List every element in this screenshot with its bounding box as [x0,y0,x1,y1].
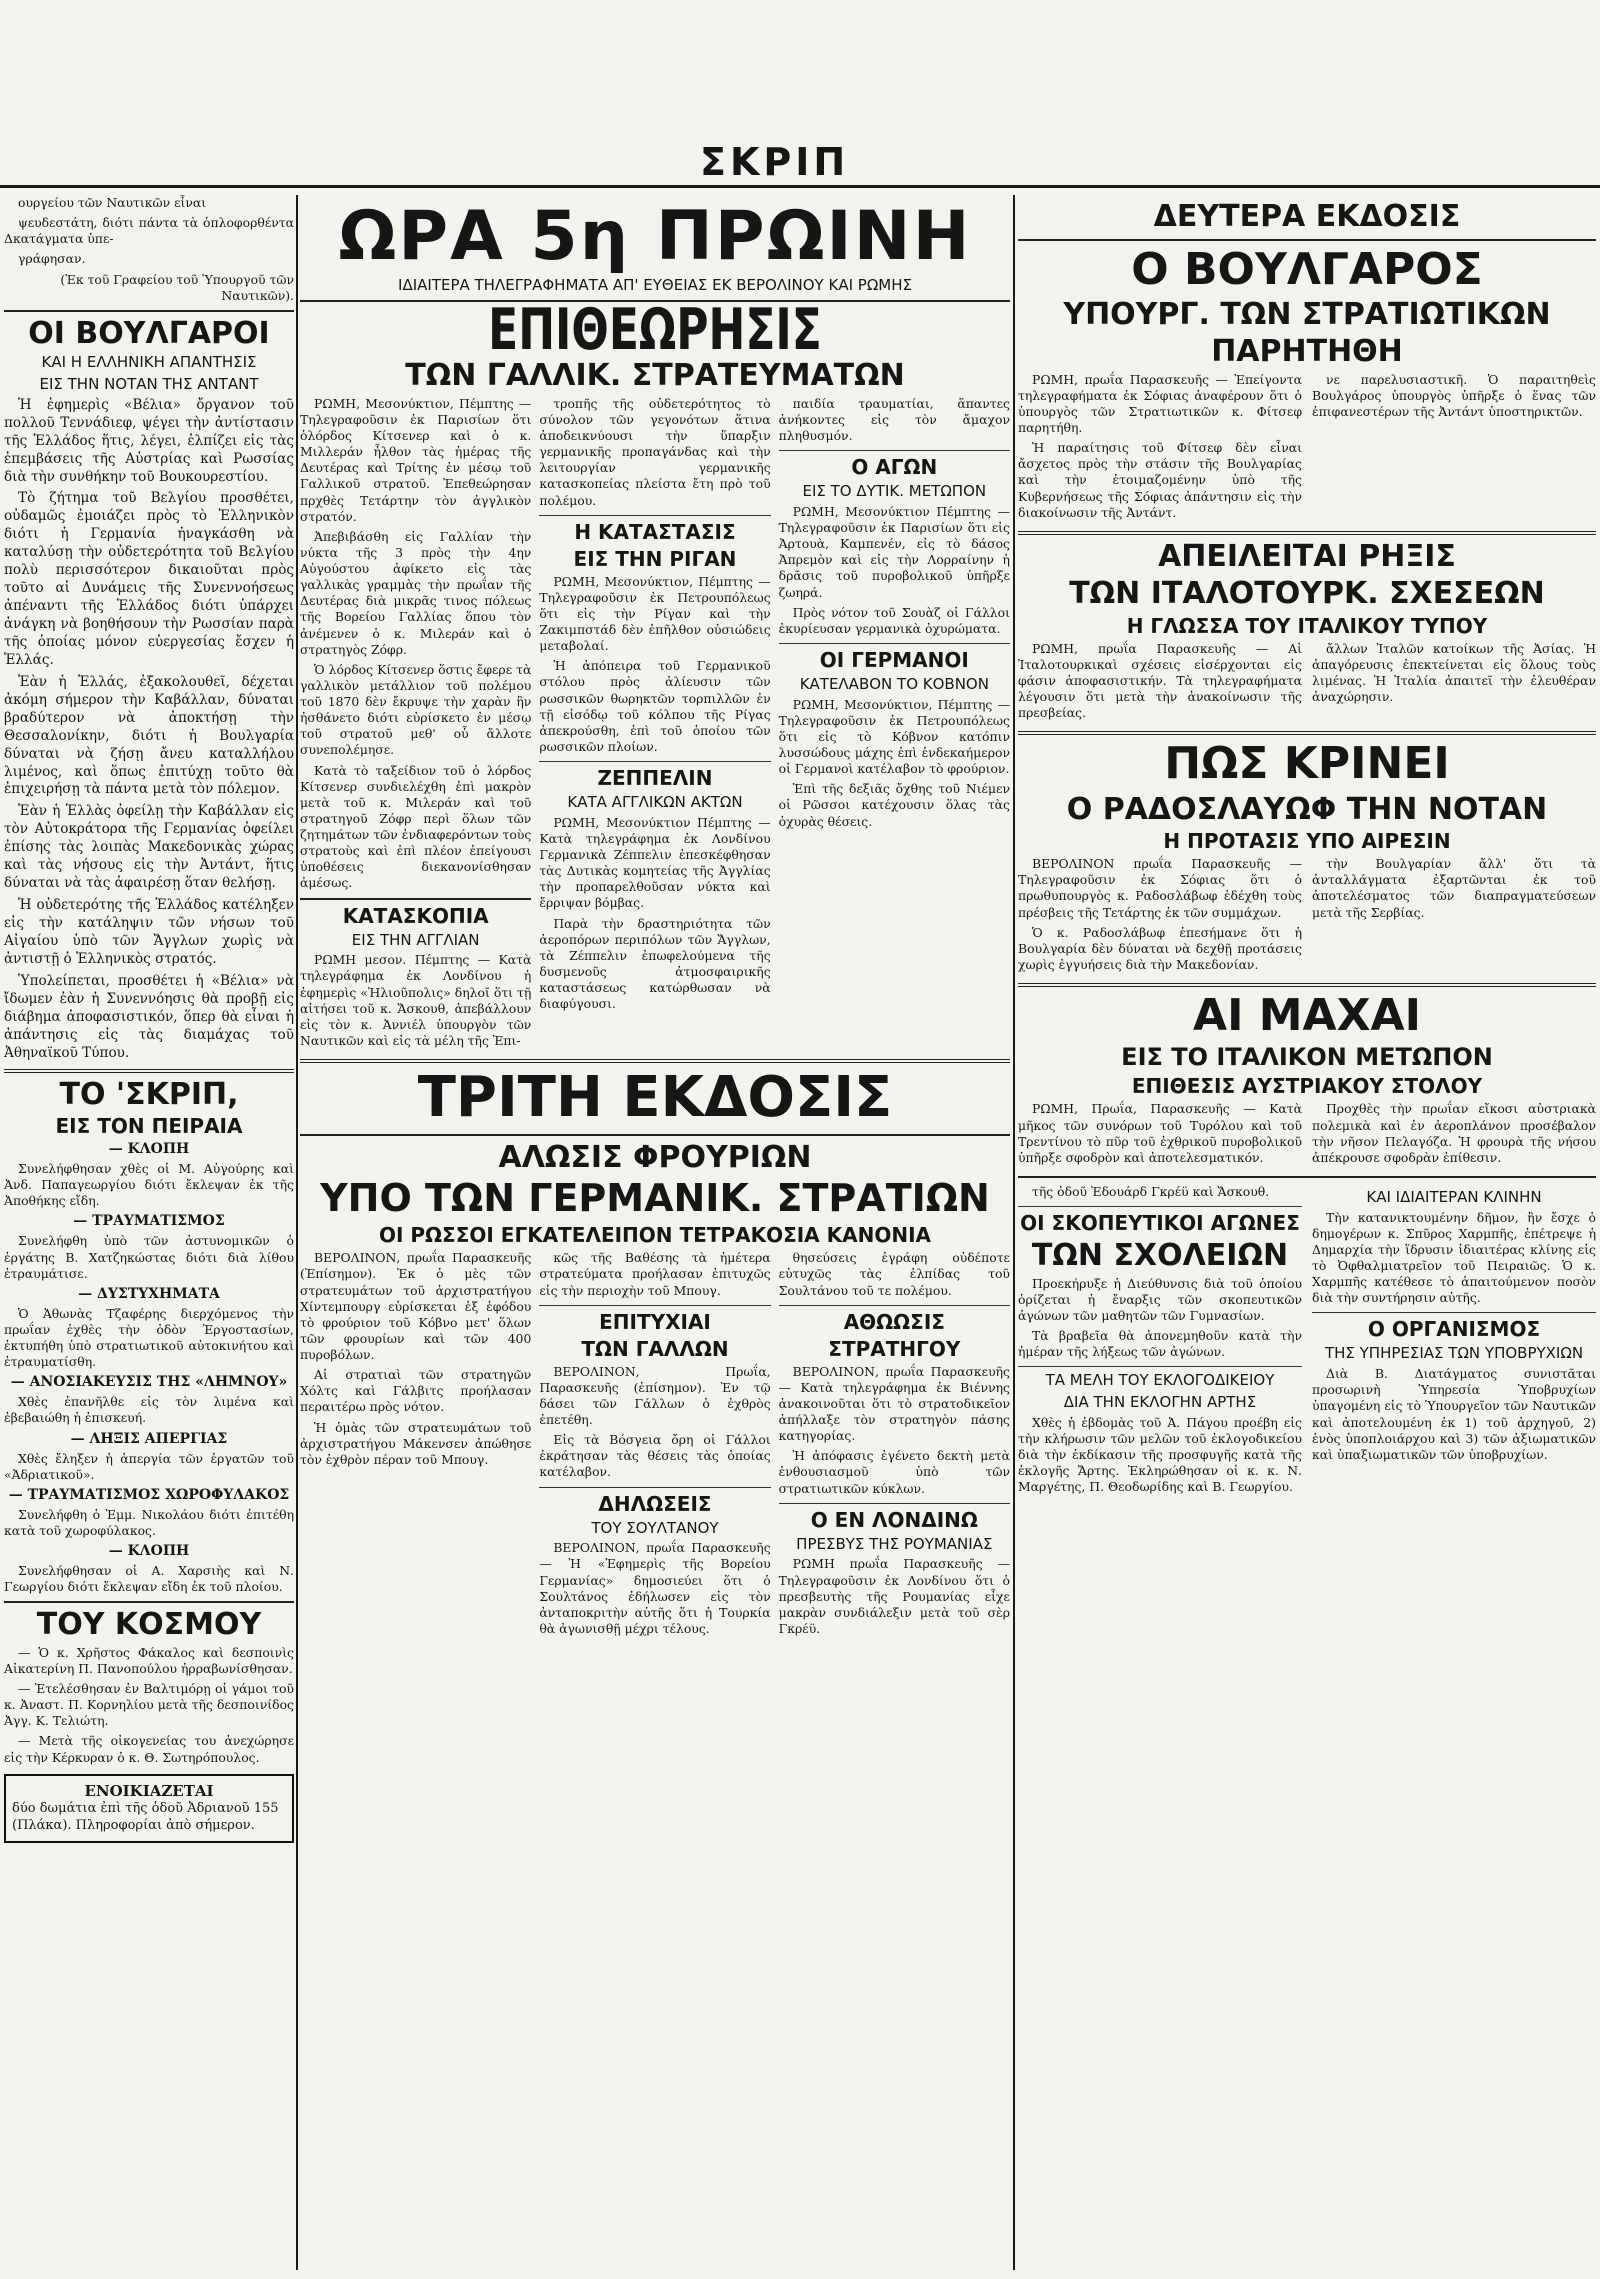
bottom-columns [1018,1184,1596,1499]
article-paragraph: ΒΕΡΟΛΙΝΟΝ, πρωΐα Παρασκευῆς — Κατὰ τηλεγράφημα ἐκ Βιέννης ἀνακοινοῦται ὅτι τὸ στρατοδικεῖον ἀπήλλαξε τὸν στρατηγὸν πάσης κατηγορίας. [778,1363,1010,1444]
headline-members: ΤΑ ΜΕΛΗ ΤΟΥ ΕΚΛΟΓΟΔΙΚΕΙΟΥ [1045,1371,1275,1390]
social-item: — Μετὰ τῆς οἰκογενείας του ἀνεχώρησε εἰς τὴν Κέρκυραν ὁ κ. Θ. Σωτηρόπουλος. [4,1733,294,1765]
divider [1312,1312,1596,1313]
column [1018,1184,1302,1499]
article-paragraph: Προχθὲς τὴν πρωΐαν εἴκοσι αὐστριακὰ πολεμικὰ καὶ ἐν ἀεροπλάνον προσέβαλον τὴν νῆσον Πελαγόζα. Ἡ φρουρὰ τῆς νήσου ἀπέκρουσε σφοδρὰν ἐπίθεσιν. [1312,1101,1596,1165]
article-paragraph: Αἱ στρατιαὶ τῶν στρατηγῶν Χόλτς καὶ Γάλβιτς προήλασαν περαιτέρω πρὸς νότον. [300,1367,532,1415]
subheadline: ΕΙΣ ΤΟΝ ΠΕΙΡΑΙΑ [55,1114,243,1138]
article-paragraph: Ἐὰν ἡ Ἑλλὰς ὀφείλῃ τὴν Καβάλλαν εἰς τὸν Αὐτοκράτορα τῆς Γερμανίας ὀφείλει ἐπίσης τὰς λοιπὰς Μακεδονικὰς χώρας καὶ τὰς νήσους εἰς τὴν Ἀντάντ, ἥτις δύναται νὰ τὰς ἀφαιρέσῃ ὅταν θελήσῃ. [4,803,294,892]
article-paragraph: Ἡ ἀπόπειρα τοῦ Γερμανικοῦ στόλου πρὸς ἀλίευσιν τῶν ρωσσικῶν θωρηκτῶν τορπιλλῶν ἐν τῇ εἰσόδῳ τοῦ κόλπου τῆς Ρίγας ἀπεκρούσθη, ἐπὶ τοῦ ὁποίου τῶν ρωσσικῶν πλοίων. [539,658,771,754]
note-body: Συνελήφθησαν οἱ Α. Χαρσιὴς καὶ Ν. Γεωργίου διότι ἔκλεψαν εἴδη ἐκ τοῦ πλοίου. [4,1563,294,1595]
masthead [0,0,1600,200]
divider [1018,731,1596,735]
subheadline: ΠΡΕΣΒΥΣ ΤΗΣ ΡΟΥΜΑΝΙΑΣ [796,1534,993,1553]
article-paragraph: Ὁ κ. Ραδοσλάβωφ ἐπεσήμανε ὅτι ἡ Βουλγαρία δὲν δύναται νὰ δεχθῇ προτάσεις χωρὶς ἐγγυήσεις διὰ τὴν Μακεδονίαν. [1018,924,1302,972]
article-paragraph: νε παρελυσιαστικῆ. Ὁ παραιτηθεὶς Βουλγάρος ὑπουργὸς ὑπῆρξε ὁ ἕνας τῶν ἐπιφανεστέρων τῆς Ἀντάντ ὑποστηρικτῶν. [1312,371,1596,419]
column [1312,856,1596,977]
headline-capture-sub: ΥΠΟ ΤΩΝ ΓΕΡΜΑΝΙΚ. ΣΤΡΑΤΙΩΝ [320,1176,990,1221]
divider [539,1305,770,1306]
headline-bed: ΚΑΙ ΙΔΙΑΙΤΕΡΑΝ ΚΛΙΝΗΝ [1366,1187,1542,1206]
headline-germans: ΟΙ ΓΕΡΜΑΝΟΙ [819,647,969,672]
article-paragraph: ἄλλων Ἰταλῶν κατοίκων τῆς Ἀσίας. Ἡ ἀπαγόρευσις ἐπεκτείνεται εἰς ὅλους τοὺς λιμένας. Ἡ Ἰταλία ἀπαιτεῖ τὴν ἐλευθέραν ἀναχώρησιν. [1312,640,1596,705]
divider [300,1134,1010,1136]
article-paragraph: Εἰς τὰ Βόσγεια ὄρη οἱ Γάλλοι ἐκράτησαν τὰς θέσεις τὰς ὁποίας κατέλαβον. [539,1432,771,1480]
social-item: — Ἐτελέσθησαν ἐν Βαλτιμόρῃ οἱ γάμοι τοῦ κ. Ἀναστ. Π. Κορνηλίου μετὰ τῆς δεσποινίδος Ἀγγ. Κ. Τελιώτη. [4,1681,294,1729]
divider [779,1503,1010,1504]
article-paragraph: Τὴν κατανικτουμένην δῆμον, ἣν ἔσχε ὁ δημογέρων κ. Σπῦρος Χαρμπῆς, ἐπέτρεψε ἡ Δημαρχία τὴν ἵδρυσιν ἰδιαιτέρας κλίνης εἰς τὸ Ὀφθαλμιατρεῖον τοῦ Πειραιῶς. Ὁ κ. Χαρμπῆς κατέθεσε τὸ ἀπαιτούμενον ποσὸν διὰ τὴν συντήρησιν αὐτῆς. [1312,1209,1596,1306]
headline-battles-sub2: ΕΠΙΘΕΣΙΣ ΑΥΣΤΡΙΑΚΟΥ ΣΤΟΛΟΥ [1131,1074,1483,1099]
divider [1018,1176,1596,1178]
divider [539,1487,770,1488]
column [779,396,1010,1053]
subheadline: ΤΟΥ ΣΟΥΛΤΑΝΟΥ [591,1518,719,1537]
notes-list [4,1141,294,1595]
article-paragraph: Ἡ οὐδετερότης τῆς Ἑλλάδος κατέληξεν εἰς τὴν κατάληψιν τῶν νήσων τοῦ Αἰγαίου ὑπὸ τῶν Ἄγγλων χωρὶς νὰ ἀντιστῇ ὁ Ἑλληνικὸς στρατός. [4,897,294,967]
article-paragraph: Ἡ ἀπόφασις ἐγένετο δεκτὴ μετὰ ἐνθουσιασμοῦ ὑπὸ τῶν στρατιωτικῶν κύκλων. [778,1448,1010,1496]
article-paragraph: Τὸ ζήτημα τοῦ Βελγίου προσθέτει, οὐδαμῶς ἐμοιάζει πρὸς τὸ Ἑλληνικὸν διότι ἡ Γερμανία ἠναγκάσθη νὰ καταλύσῃ τὴν οὐδετερότητα τοῦ Βελγίου πολὺ περισσότερον δικαιοῦται πρὸς τοῦτο αἱ Δυνάμεις τῆς Συνεννοήσεως ἀπέναντι τῆς Ἑλλάδος διότι ὑπάρχει ἀνάγκη νὰ βοηθήσουν τὴν Ρωσσίαν παρὰ τῆς ὁποίας μόνον εὐεργεσίας ἔσχεν ἡ Ἑλλάς. [4,490,294,668]
headline-society: ΤΟΥ ΚΟΣΜΟΥ [36,1607,262,1643]
article-paragraph: Ἡ ἐφημερὶς «Βέλια» ὄργανον τοῦ πολλοῦ Τεννάδιεφ, ψέγει τὴν ἀντίστασιν τῆς Ἑλλάδος ἥτις, λέγει, ἐλπίζει εἰς τὰς ἐπεμβάσεις τῆς Αὐστρίας καὶ Ρωσσίας διὰ τὴν συνθήκην τοῦ Βουκουρεστίου. [4,396,294,485]
column [300,396,531,1053]
article-paragraph: παιδία τραυματίαι, ἅπαντες ἀνήκοντες εἰς τὸν ἄμαχον πληθυσμόν. [778,395,1010,444]
article-paragraph: ΒΕΡΟΛΙΝΟΝ, πρωΐα Παρασκευῆς — Ἡ «Ἐφημερὶς τῆς Βορείου Γερμανίας» δημοσιεύει ὅτι ὁ Σουλτάνος ἐδήλωσεν εἰς τὸν ἀνταποκριτὴν αὐτῆς ὅτι ἡ Τουρκία θὰ ἀγωνισθῇ μέχρι τέλους. [539,1540,771,1636]
headline-struggle: Ο ΑΓΩΝ [851,455,938,480]
article-paragraph: Ἡ ὁμὰς τῶν στρατευμάτων τοῦ ἀρχιστρατήγου Μάκενσεν ἀπώθησε τὸν ἐχθρὸν πέραν τοῦ Μπουγ. [300,1419,532,1467]
battles-columns [1018,1101,1596,1170]
rupture-columns [1018,641,1596,726]
column-rule [1013,195,1015,2270]
column [300,1250,531,1641]
headline-acquittal: ΑΘΩΩΣΙΣ [843,1309,945,1334]
article-paragraph: τὴν Βουλγαρίαν ἄλλ' ὅτι τὰ ἀνταλλάγματα ἐξαρτῶνται ἐκ τοῦ ἀποτελέσματος τῶν διαπραγματεύσεων μετὰ τῆς Σερβίας. [1312,856,1596,920]
headline-battles-sub: ΕΙΣ ΤΟ ΙΤΑΛΙΚΟΝ ΜΕΤΩΠΟΝ [1121,1043,1493,1072]
intro-line: ψευδεστάτη, διότι πάντα τὰ ὁπλοφορθέντα Δκατάγματα ὑπε- [4,215,294,247]
bulgarian-columns [1018,372,1596,525]
center-column [300,195,1010,2270]
headline-bulgarian-sub2: ΠΑΡΗΤΗΘΗ [1211,334,1403,370]
capture-columns [300,1250,1010,1641]
column [779,1250,1010,1641]
headline-organization: Ο ΟΡΓΑΝΙΣΜΟΣ [1367,1317,1541,1342]
article-paragraph: ΒΕΡΟΛΙΝΟΝ, πρωΐα Παρασκευῆς (Ἐπίσημον). Ἐκ ὁ μὲς τῶν στρατευμάτων τοῦ ἀρχιστρατήγου Χίντεμπουργ εὑρίσκεται ἐξ ἐφόδου τὸ φρούριον τοῦ Κόβνο μετ' ὅλων τῶν φρουρίων καὶ τῶν 400 πυροβόλων. [300,1250,532,1363]
article-paragraph: Ὑπολείπεται, προσθέτει ἡ «Βέλια» νὰ ἴδωμεν ἐὰν ἡ Συνεννόησις θὰ προβῇ εἰς διάβημα ἀποφασιστικόν, ὅπερ θὰ εἶναι ἡ ἀπάντησις εἰς τὰς διαμάχας τοῦ Ἀθηναϊκοῦ Τύπου. [4,972,294,1061]
subheadline: ΣΤΡΑΤΗΓΟΥ [828,1336,961,1361]
headline-judges: ΠΩΣ ΚΡΙΝΕΙ [1164,738,1450,790]
subheadline: ΕΙΣ ΤΗΝ ΝΟΤΑΝ ΤΗΣ ΑΝΤΑΝΤ [39,375,259,393]
article-paragraph: ΡΩΜΗ, Μεσονύκτιον Πέμπτης — Τηλεγραφοῦσιν ἐκ Παρισίων ὅτι εἰς Ἀρτουὰ, Καμπενέν, εἰς τὸ δάσος Ἀπρεμὸν καὶ εἰς τὴν Λορραίνην ἡ δρᾶσις τοῦ πυροβολικοῦ ὑπῆρξε ζωηρά. [778,503,1010,600]
article-paragraph: ΡΩΜΗ, Μεσονύκτιον, Πέμπτης — Τηλεγραφοῦσιν ἐκ Παρισίων ὅτι ὁλόρδος Κίτσενερ καὶ ὁ κ. Μιλλεράν ἦλθον τὰς ἡμέρας τῆς Δευτέρας καὶ Τρίτης ἐν μέσῳ τοῦ Γαλλικοῦ στρατοῦ. Ἐπεθεώρησαν πρχθὲς Τετάρτην τὸν ἀγγλικὸν στρατόν. [300,395,532,524]
divider [300,898,531,900]
note-title: — ΑΝΟΣΙΑΚΕΥΣΙΣ ΤΗΣ «ΛΗΜΝΟΥ» [10,1374,288,1391]
banner-5am: ΩΡΑ 5η ΠΡΩΙΝΗ [338,197,972,276]
divider [539,761,770,762]
article-paragraph: ΡΩΜΗ πρωΐα Παρασκευῆς — Τηλεγραφοῦσιν ἐκ Λονδίνου ὅτι ὁ πρεσβευτὴς τῆς Ρουμανίας εἶχε μακρὰν συνδιάλεξιν μετὰ τοῦ σὲρ Γκρέϋ. [778,1556,1010,1636]
subheadline: ΕΙΣ ΤΗΝ ΡΙΓΑΝ [573,546,737,571]
headline-judges-sub2: Η ΠΡΟΤΑΣΙΣ ΥΠΟ ΑΙΡΕΣΙΝ [1163,829,1451,854]
headline-shooting: ΟΙ ΣΚΟΠΕΥΤΙΚΟΙ ΑΓΩΝΕΣ [1020,1211,1300,1235]
article-paragraph: Κατὰ τὸ ταξείδιον τοῦ ὁ λόρδος Κίτσενερ συνδιελέχθη ἐπὶ μακρὸν μετὰ τοῦ κ. Μιλεράν καὶ τοῦ στρατηγοῦ Ζόφρ περὶ ὅλων τῶν ζητημάτων τῶν ἐνδιαφερόντων τοὺς στρατοὺς καὶ ἐπὶ πλέον ἐπείγουσι ὑποθέσεις διεκανονίσθησαν ἀμέσως. [300,762,532,891]
column [1312,372,1596,525]
headline-rupture-sub2: Η ΓΛΩΣΣΑ ΤΟΥ ΙΤΑΛΙΚΟΥ ΤΥΠΟΥ [1126,613,1488,638]
banner-third-edition: ΤΡΙΤΗ ΕΚΔΟΣΙΣ [417,1065,893,1131]
article-paragraph: Παρὰ τὴν δραστηριότητα τῶν ἀεροπόρων περιπόλων τῶν Ἄγγλων, τὰ Ζέππελιν ἐπωφελούμενα τῆς δυσμενοῦς ἀτμοσφαιρικῆς καταστάσεως κατώρθωσαν νὰ διαφύγουσι. [539,915,771,1012]
column [1312,1184,1596,1499]
classified-ad [4,1774,294,1843]
column [1018,641,1302,726]
subheadline: ΚΑΤΕΛΑΒΟΝ ΤΟ ΚΟΒΝΟΝ [799,674,989,693]
headline-successes: ΕΠΙΤΥΧΙΑΙ [599,1309,711,1334]
article-paragraph: Ἐπὶ τῆς δεξιᾶς ὄχθης τοῦ Νιέμεν οἱ Ρῶσσοι κατέχουσιν ὅλας τὰς ὀχυρὰς θέσεις. [778,781,1010,829]
headline-situation: Η ΚΑΤΑΣΤΑΣΙΣ [574,519,736,544]
article-paragraph: ΡΩΜΗ, Μεσονύκτιον Πέμπτης — Κατὰ τηλεγράφημα ἐκ Λονδίνου Γερμανικὰ Ζέππελιν ἐπεσκέφθησαν τὰς Δυτικὰς κομητείας τῆς Ἀγγλίας τὴν προπαρελθοῦσαν νύκτα καὶ ἔρριψαν βόμβας. [539,814,771,911]
headline-bulgarian: Ο ΒΟΥΛΓΑΡΟΣ [1131,243,1483,295]
inspection-columns [300,396,1010,1053]
headline-skrip-piraeus: ΤΟ 'ΣΚΡΙΠ, [59,1076,239,1112]
divider [1018,1366,1302,1367]
divider [1018,239,1596,241]
article-paragraph: Χθὲς ἡ ἐβδομὰς τοῦ Ἀ. Πάγου προέβη εἰς τὴν κλήρωσιν τῶν μελῶν τοῦ ἐκλογοδικείου διὰ τὴν ἐκδίκασιν τῆς προσφυγῆς κατὰ τῆς ἐκλογῆς Ἄρτης. Ἐκληρώθησαν οἱ κ. κ. Ν. Μαργέτης, Π. Θεοδωρίδης καὶ Β. Γεωργίου. [1018,1414,1302,1495]
divider [779,450,1010,451]
column [1018,1101,1302,1170]
article-paragraph: κῶς τῆς Βαθέσης τὰ ἡμέτερα στρατεύματα προήλασαν ἐπιτυχῶς εἰς τὴν περιοχὴν τοῦ Μπουγ. [539,1250,771,1298]
headline-zeppelin: ΖΕΠΠΕΛΙΝ [597,766,713,791]
column [1312,641,1596,726]
ad-text: δύο δωμάτια ἐπὶ τῆς ὁδοῦ Ἀδριανοῦ 155 (Πλάκα). Πληροφορίαι ἀπὸ σήμερον. [12,1801,279,1834]
headline-inspection: ΕΠΙΘΕΩΡΗΣΙΣ [488,297,822,364]
headline-statements: ΔΗΛΩΣΕΙΣ [598,1491,712,1516]
subheadline: ΤΩΝ ΓΑΛΛΩΝ [581,1336,729,1361]
note-body: Ὁ Ἀθωνὰς Τζαφέρης διερχόμενος τὴν πρωΐαν ἐχθὲς τὴν ὁδὸν Ἐργοστασίων, ἐκτυπήθη ὑπὸ στρατιωτικοῦ αὐτοκινήτου καὶ ἐτραυματίσθη. [4,1305,294,1370]
subheadline: ΚΑΙ Η ΕΛΛΗΝΙΚΗ ΑΠΑΝΤΗΣΙΣ [41,353,257,372]
divider [779,1305,1010,1306]
article-paragraph: τροπῆς τῆς οὐδετερότητος τὸ σύνολον τῶν γεγονότων ἅτινα ἀποδεικνύουσι τὴν ὕπαρξιν γερμανικῆς προπαγάνδας καὶ τὴν λειτουργίαν γερμανικῆς κατασκοπείας πλείστα ἔτη πρὸ τοῦ πολέμου. [539,395,771,508]
note-body: Συνελήφθησαν χθὲς οἱ Μ. Αὐγούρης καὶ Ἀνδ. Παπαγεωργίου διότι ἔκλεψαν ἐκ τῆς Ἀποθήκης εἴδη. [4,1161,294,1209]
notice-line: τῆς ὁδοῦ Ἐδουάρδ Γκρέϋ καὶ Ἄσκουθ. [1032,1183,1270,1199]
divider [1018,531,1596,535]
subheadline: ΔΙΑ ΤΗΝ ΕΚΛΟΓΗΝ ΑΡΤΗΣ [1063,1392,1257,1411]
note-body: Χθὲς ἔληξεν ἡ ἀπεργία τῶν ἐργατῶν τοῦ «Ἀδριατικοῦ». [4,1450,294,1482]
banner-subtitle: ΙΔΙΑΙΤΕΡΑ ΤΗΛΕΓΡΑΦΗΜΑΤΑ ΑΠ' ΕΥΘΕΙΑΣ ΕΚ ΒΕΡΟΛΙΝΟΥ ΚΑΙ ΡΩΜΗΣ [398,276,912,295]
note-title: — ΤΡΑΥΜΑΤΙΣΜΟΣ ΧΩΡΟΦΥΛΑΚΟΣ [8,1486,290,1503]
divider [1018,983,1596,987]
article-paragraph: Ὁ λόρδος Κίτσενερ ὅστις ἔφερε τὰ γαλλικὸν μετάλλιον τοῦ πολέμου τοῦ 1870 δὲν ἔκρυψε τὴν χαρὰν ἣν ἠσθάνετο διότι εὑρίσκετο ἐν μέσῳ τοῦ στρατοῦ μεθ' οὗ ἄλλοτε συνεπολέμησε. [300,661,532,758]
article-paragraph: θησεύσεις ἐγράφη οὐδέποτε εὐτυχῶς τὰς ἐλπίδας τοῦ Σουλτάνου τοῦ τε πολέμου. [778,1250,1010,1298]
headline-rupture-sub: ΤΩΝ ΙΤΑΛΟΤΟΥΡΚ. ΣΧΕΣΕΩΝ [1069,576,1545,612]
article-paragraph: Πρὸς νότον τοῦ Σουὰζ οἱ Γάλλοι ἐκυρίευσαν γερμανικὰ ὀχυρώματα. [778,604,1010,636]
article-paragraph: ΒΕΡΟΛΙΝΟΝ πρωΐα Παρασκευῆς — Τηλεγραφοῦσιν ἐκ Σόφιας ὅτι ὁ πρωθυπουργὸς κ. Ραδοσλάβωφ ἐδέχθη τοὺς πρέσβεις τῆς Τετάρτης ἐκ τῶν συμμάχων. [1018,856,1302,920]
headline-bulgarians: ΟΙ ΒΟΥΛΓΑΡΟΙ [28,315,270,351]
article-paragraph: ΡΩΜΗ, Πρωΐα, Παρασκευῆς — Κατὰ μῆκος τῶν συνόρων τοῦ Τυρόλου καὶ τοῦ Τρεντίνου τὸ πῦρ τοῦ ἐχθρικοῦ πυροβολικοῦ ὑπῆρξε σφοδρὸν καὶ ἀποτελεσματικόν. [1018,1101,1302,1165]
masthead-rule [0,185,1600,188]
column [1018,372,1302,525]
note-title: — ΤΡΑΥΜΑΤΙΣΜΟΣ [73,1213,225,1230]
headline-espionage: ΚΑΤΑΣΚΟΠΙΑ [342,903,489,928]
headline-shooting-sub: ΤΩΝ ΣΧΟΛΕΙΩΝ [1031,1238,1289,1273]
note-title: — ΚΛΟΠΗ [108,1141,190,1157]
note-title: — ΛΗΞΙΣ ΑΠΕΡΓΙΑΣ [70,1430,228,1447]
headline-judges-sub: Ο ΡΑΔΟΣΛΑΥΩΦ ΤΗΝ ΝΟΤΑΝ [1066,791,1548,827]
subheadline: ΚΑΤΑ ΑΓΓΛΙΚΩΝ ΑΚΤΩΝ [567,793,743,812]
article-paragraph: ΡΩΜΗ, Μεσονύκτιον, Πέμπτης — Τηλεγραφοῦσιν ἐκ Πετρουπόλεως ὅτι εἰς τὸ Κόβνον κατόπιν λυσσώδους μάχης ἐπὶ ἑνδεκαήμερον οἱ Γερμανοὶ κατέλαβον τὸ φρούριον. [778,696,1010,777]
intro-line: ουργείου τῶν Ναυτικῶν εἶναι [18,195,207,210]
divider [1018,1206,1302,1207]
article-paragraph: ΒΕΡΟΛΙΝΟΝ, Πρωΐα, Παρασκευῆς (ἐπίσημον). Ἐν τῷ δάσει τῶν Γάλλων ὁ ἐχθρὸς ἐπετέθη. [539,1363,771,1428]
article-paragraph: ΡΩΜΗ, πρωΐα Παρασκευῆς — Αἱ Ἰταλοτουρκικαὶ σχέσεις εἰσέρχονται εἰς φάσιν ἀποφασιστικήν. Τὰ τηλεγραφήματα λέγουσιν ὅτι μετὰ τὴν ἀνακοίνωσιν τῆς πρεσβείας. [1018,640,1302,721]
article-paragraph: ΡΩΜΗ, Μεσονύκτιον, Πέμπτης — Τηλεγραφοῦσιν ἐκ Πετρουπόλεως ὅτι εἰς τὴν Ρίγαν καὶ τὴν Ζακιμπστάδ δὲν ἐπῆλθον οὐσιώδεις μεταβολαί. [539,573,771,654]
divider [779,643,1010,644]
article-paragraph: Διὰ Β. Διατάγματος συνιστᾶται προσωρινὴ Ὑπηρεσία Ὑποβρυχίων ὑπαγομένη εἰς τὸ Ὑπουργεῖον τῶν Ναυτικῶν καὶ ἀποτελουμένη ἐκ 1) τοῦ ἀρχηγοῦ, 2) ἑνὸς ὑποπλοιάρχου καὶ 3) τῶν ἀξιωματικῶν καὶ ὑπαξιωματικῶν τῶν ὑποβρυχίων. [1312,1366,1596,1462]
judges-columns [1018,856,1596,977]
divider [300,1059,1010,1063]
headline-london: Ο ΕΝ ΛΟΝΔΙΝΩ [810,1507,978,1532]
headline-bulgarian-sub: ΥΠΟΥΡΓ. ΤΩΝ ΣΤΡΑΤΙΩΤΙΚΩΝ [1063,296,1551,332]
article-paragraph: Προεκήρυξε ἡ Διεύθυνσις διὰ τοῦ ὁποίου ὁρίζεται ἡ ἔναρξις τῶν σκοπευτικῶν ἀγώνων τῶν μαθητῶν τῶν Γυμνασίων. [1018,1275,1302,1323]
left-column [4,195,294,2270]
article-paragraph: Ἡ παραίτησις τοῦ Φίτσεφ δὲν εἶναι ἄσχετος πρὸς τὴν στάσιν τῆς Βουλγαρίας καὶ τὴν ἑτοιμαζομένην ὑπὸ τῆς Κυβερνήσεως τῆς Σόφιας ἀπάντησιν εἰς τὴν διακοίνωσιν τῆς Ἀντάντ. [1018,440,1302,520]
masthead-title: ΣΚΡΙΠ [700,140,850,184]
note-title: — ΚΛΟΠΗ [108,1543,190,1559]
intro-source: (Ἐκ τοῦ Γραφείου τοῦ Ὑπουργοῦ τῶν Ναυτικῶν). [60,271,294,303]
divider [4,1069,294,1073]
subheadline: ΕΙΣ ΤΗΝ ΑΓΓΛΙΑΝ [351,930,480,949]
article-paragraph: Ἀπεβιβάσθη εἰς Γαλλίαν τὴν νύκτα τῆς 3 πρὸς τὴν 4ην Αὐγούστου ἀφίκετο εἰς τὰς γαλλικὰς γραμμὰς τὴν πρωΐαν τῆς Δευτέρας διὰ μικρᾶς τινος πόλεως τῆς Βορείου Γαλλίας ὅπου τὸν ἀνέμενεν ὁ κ. Μιλεράν καὶ ὁ στρατηγὸς Ζόφρ. [300,528,532,657]
divider [4,310,294,312]
headline-capture-sub2: ΟΙ ΡΩΣΣΟΙ ΕΓΚΑΤΕΛΕΙΠΟΝ ΤΕΤΡΑΚΟΣΙΑ ΚΑΝΟΝΙΑ [378,1223,931,1248]
note-title: — ΔΥΣΤΥΧΗΜΑΤΑ [78,1285,220,1302]
banner-second-edition: ΔΕΥΤΕΡΑ ΕΚΔΟΣΙΣ [1153,199,1461,234]
social-item: — Ὁ κ. Χρῆστος Φάκαλος καὶ δεσποινὶς Αἰκατερίνη Π. Πανοπούλου ἠρραβωνίσθησαν. [4,1644,294,1676]
article-paragraph: Τὰ βραβεῖα θὰ ἀπονεμηθοῦν κατὰ τὴν ἡμέραν τῆς λήξεως τῶν ἀγώνων. [1018,1327,1302,1359]
column [539,396,770,1053]
column [1312,1101,1596,1170]
column [539,1250,770,1641]
divider [4,1601,294,1603]
intro-line: γράφησαν. [18,251,86,267]
note-body: Χθὲς ἐπανῆλθε εἰς τὸν λιμένα καὶ ἐβεβαιώθη ἡ ἐπισκευή. [4,1394,294,1426]
note-body: Συνελήφθη ὁ Ἐμμ. Νικολάου διότι ἐπιτέθη κατὰ τοῦ χωροφύλακος. [4,1506,294,1538]
right-column [1018,195,1596,2270]
column [1018,856,1302,977]
subheadline: ΤΗΣ ΥΠΗΡΕΣΙΑΣ ΤΩΝ ΥΠΟΒΡΥΧΙΩΝ [1324,1344,1584,1363]
subheadline: ΕΙΣ ΤΟ ΔΥΤΙΚ. ΜΕΤΩΠΟΝ [802,482,987,501]
headline-rupture: ΑΠΕΙΛΕΙΤΑΙ ΡΗΞΙΣ [1158,538,1456,574]
headline-inspection-sub: ΤΩΝ ΓΑΛΛΙΚ. ΣΤΡΑΤΕΥΜΑΤΩΝ [405,358,905,394]
article-paragraph: Ἐὰν ἡ Ἑλλάς, ἐξακολουθεῖ, δέχεται ἀκόμη σήμερον τὴν Καβάλλαν, δύναται βραδύτερον νὰ ἀποκτήσῃ τὴν Θεσσαλονίκην, διότι ἡ Βουλγαρία δύναται νὰ ζήσῃ ἄνευ καταλλήλου λιμένος, καὶ ὅπως ἐπιτύχῃ τοῦτο θὰ ἐπιχειρήσῃ τὰ πάντα μετὰ τὸν πόλεμον. [4,673,294,798]
divider [539,515,770,516]
article-paragraph: ΡΩΜΗ μεσον. Πέμπτης — Κατὰ τηλεγράφημα ἐκ Λονδίνου ἡ ἐφημερὶς «Ἠλιοῦπολις» δηλοῖ ὅτι τῇ αἰτήσει τοῦ κ. Ἄσκουθ, ἀπεβάλλουν εἰς τὸν κ. Ἀννιέλ ὑπουργὸν τῶν Ναυτικῶν καὶ εἰς τὰ μέλη τῆς Ἐπι- [300,952,532,1048]
headline-capture: ΑΛΩΣΙΣ ΦΡΟΥΡΙΩΝ [498,1139,812,1175]
note-body: Συνελήφθη ὑπὸ τῶν ἀστυνομικῶν ὁ ἐργάτης Β. Χατζηκώστας διότι διὰ λίθου ἐτραυμάτισε. [4,1233,294,1281]
column-rule [296,195,298,2270]
article-paragraph: ΡΩΜΗ, πρωΐα Παρασκευῆς — Ἐπείγοντα τηλεγραφήματα ἐκ Σόφιας ἀναφέρουν ὅτι ὁ ὑπουργὸς τῶν Στρατιωτικῶν κ. Φίτσεφ παρητήθη. [1018,371,1302,436]
ad-title: ΕΝΟΙΚΙΑΖΕΤΑΙ [84,1781,214,1800]
headline-battles: ΑΙ ΜΑΧΑΙ [1193,990,1421,1041]
